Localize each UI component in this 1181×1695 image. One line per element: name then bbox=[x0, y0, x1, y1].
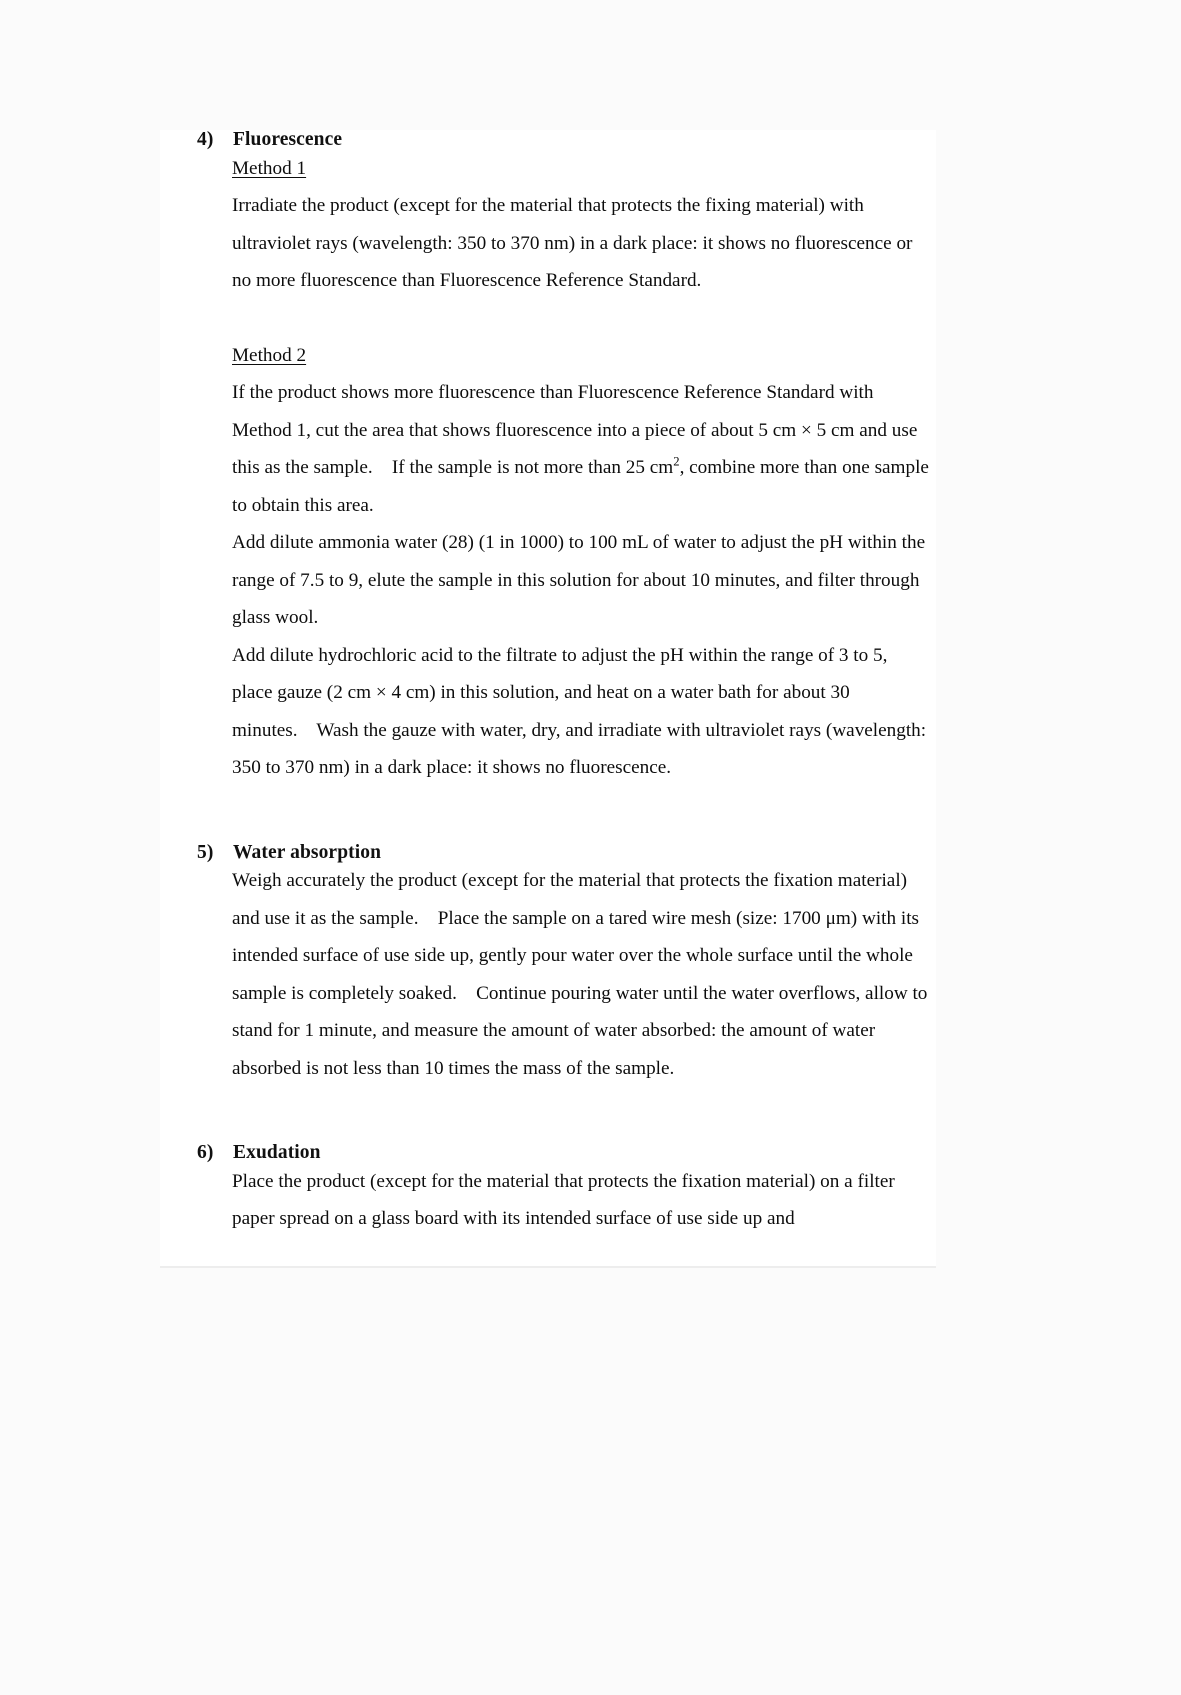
section-gap-2 bbox=[160, 1087, 936, 1143]
water-absorption-body bbox=[160, 862, 936, 1087]
superscript-square: 2 bbox=[673, 454, 680, 469]
method-1-paragraph: Irradiate the product (except for the material that protects the fixing material) with ultraviolet rays (wavelength: 350 to 370 nm) in a dark place: it shows no fluorescence or no more fluorescence than Fluorescence Reference Standard. bbox=[232, 195, 918, 291]
method-2-paragraph-c bbox=[232, 637, 930, 787]
scanned-page bbox=[160, 130, 936, 1267]
section-title: Fluorescence bbox=[233, 129, 343, 150]
section-heading-water-absorption bbox=[160, 843, 936, 863]
method-1-subheading: Method 1 bbox=[232, 157, 307, 179]
water-absorption-paragraph bbox=[232, 862, 933, 1087]
water-absorption-part-2: Place the sample on a tared wire mesh (size: 1700 μm) with its intended surface of use side up, gently pour water over the whole surface until the whole sample is completely soaked. bbox=[232, 907, 924, 1004]
method-2-paragraph-b: Add dilute ammonia water (28) (1 in 1000) to 100 mL of water to adjust the pH within the range of 7.5 to 9, elute the sample in this solution for about 10 minutes, and filter through glass wool. bbox=[232, 532, 930, 628]
exudation-paragraph: Place the product (except for the material that protects the fixation material) on a filter paper spread on a glass board with its intended surface of use side up and bbox=[232, 1170, 900, 1229]
section-fluorescence bbox=[160, 130, 936, 787]
method-2-subheading: Method 2 bbox=[232, 344, 307, 366]
section-heading-exudation bbox=[160, 1143, 936, 1163]
water-absorption-part-1: Weigh accurately the product (except for the material that protects the fixation material) and use it as the sample. bbox=[232, 870, 912, 929]
page-content bbox=[160, 130, 936, 1238]
section-water-absorption bbox=[160, 843, 936, 1088]
method-2-c-part-2: Wash the gauze with water, dry, and irradiate with ultraviolet rays (wavelength: 350 to 370 nm) in a dark place: it shows no fluorescence. bbox=[232, 719, 931, 778]
section-gap-1 bbox=[160, 787, 936, 843]
method-2-text-part-2: If the sample is not more than 25 cm bbox=[391, 457, 674, 478]
method-2-text-part-3: , combine more than one sample to obtain this area. bbox=[232, 457, 934, 516]
section-number: 4) bbox=[197, 129, 214, 150]
method-1-subheading-row bbox=[232, 150, 930, 188]
method-2-subheading-row bbox=[232, 337, 930, 375]
method-2-paragraph-a bbox=[232, 374, 934, 524]
method-2-c-part-1: Add dilute hydrochloric acid to the filtrate to adjust the pH within the range of 3 to 5, place gauze (2 cm × 4 cm) in this solution, and heat on a water bath for about 30 minutes. bbox=[232, 644, 893, 741]
water-absorption-part-3: Continue pouring water until the water overflows, allow to stand for 1 minute, and measure the amount of water absorbed: the amount of water absorbed is not less than 10 times the mass of the sample. bbox=[232, 982, 933, 1079]
method-2-text-part-1: If the product shows more fluorescence than Fluorescence Reference Standard with Method 1, cut the area that shows fluorescence into a piece of about 5 cm × 5 cm and use this as the sample. bbox=[232, 382, 923, 478]
paragraph-gap bbox=[232, 300, 930, 337]
section-title: Water absorption bbox=[233, 841, 382, 863]
section-number: 6) bbox=[197, 1142, 214, 1163]
section-exudation bbox=[160, 1143, 936, 1238]
section-heading-fluorescence bbox=[160, 130, 936, 150]
exudation-body bbox=[160, 1163, 936, 1238]
fluorescence-body bbox=[160, 150, 936, 787]
section-title: Exudation bbox=[233, 1142, 321, 1163]
section-number: 5) bbox=[197, 841, 214, 863]
page-bottom-edge bbox=[160, 1266, 936, 1268]
